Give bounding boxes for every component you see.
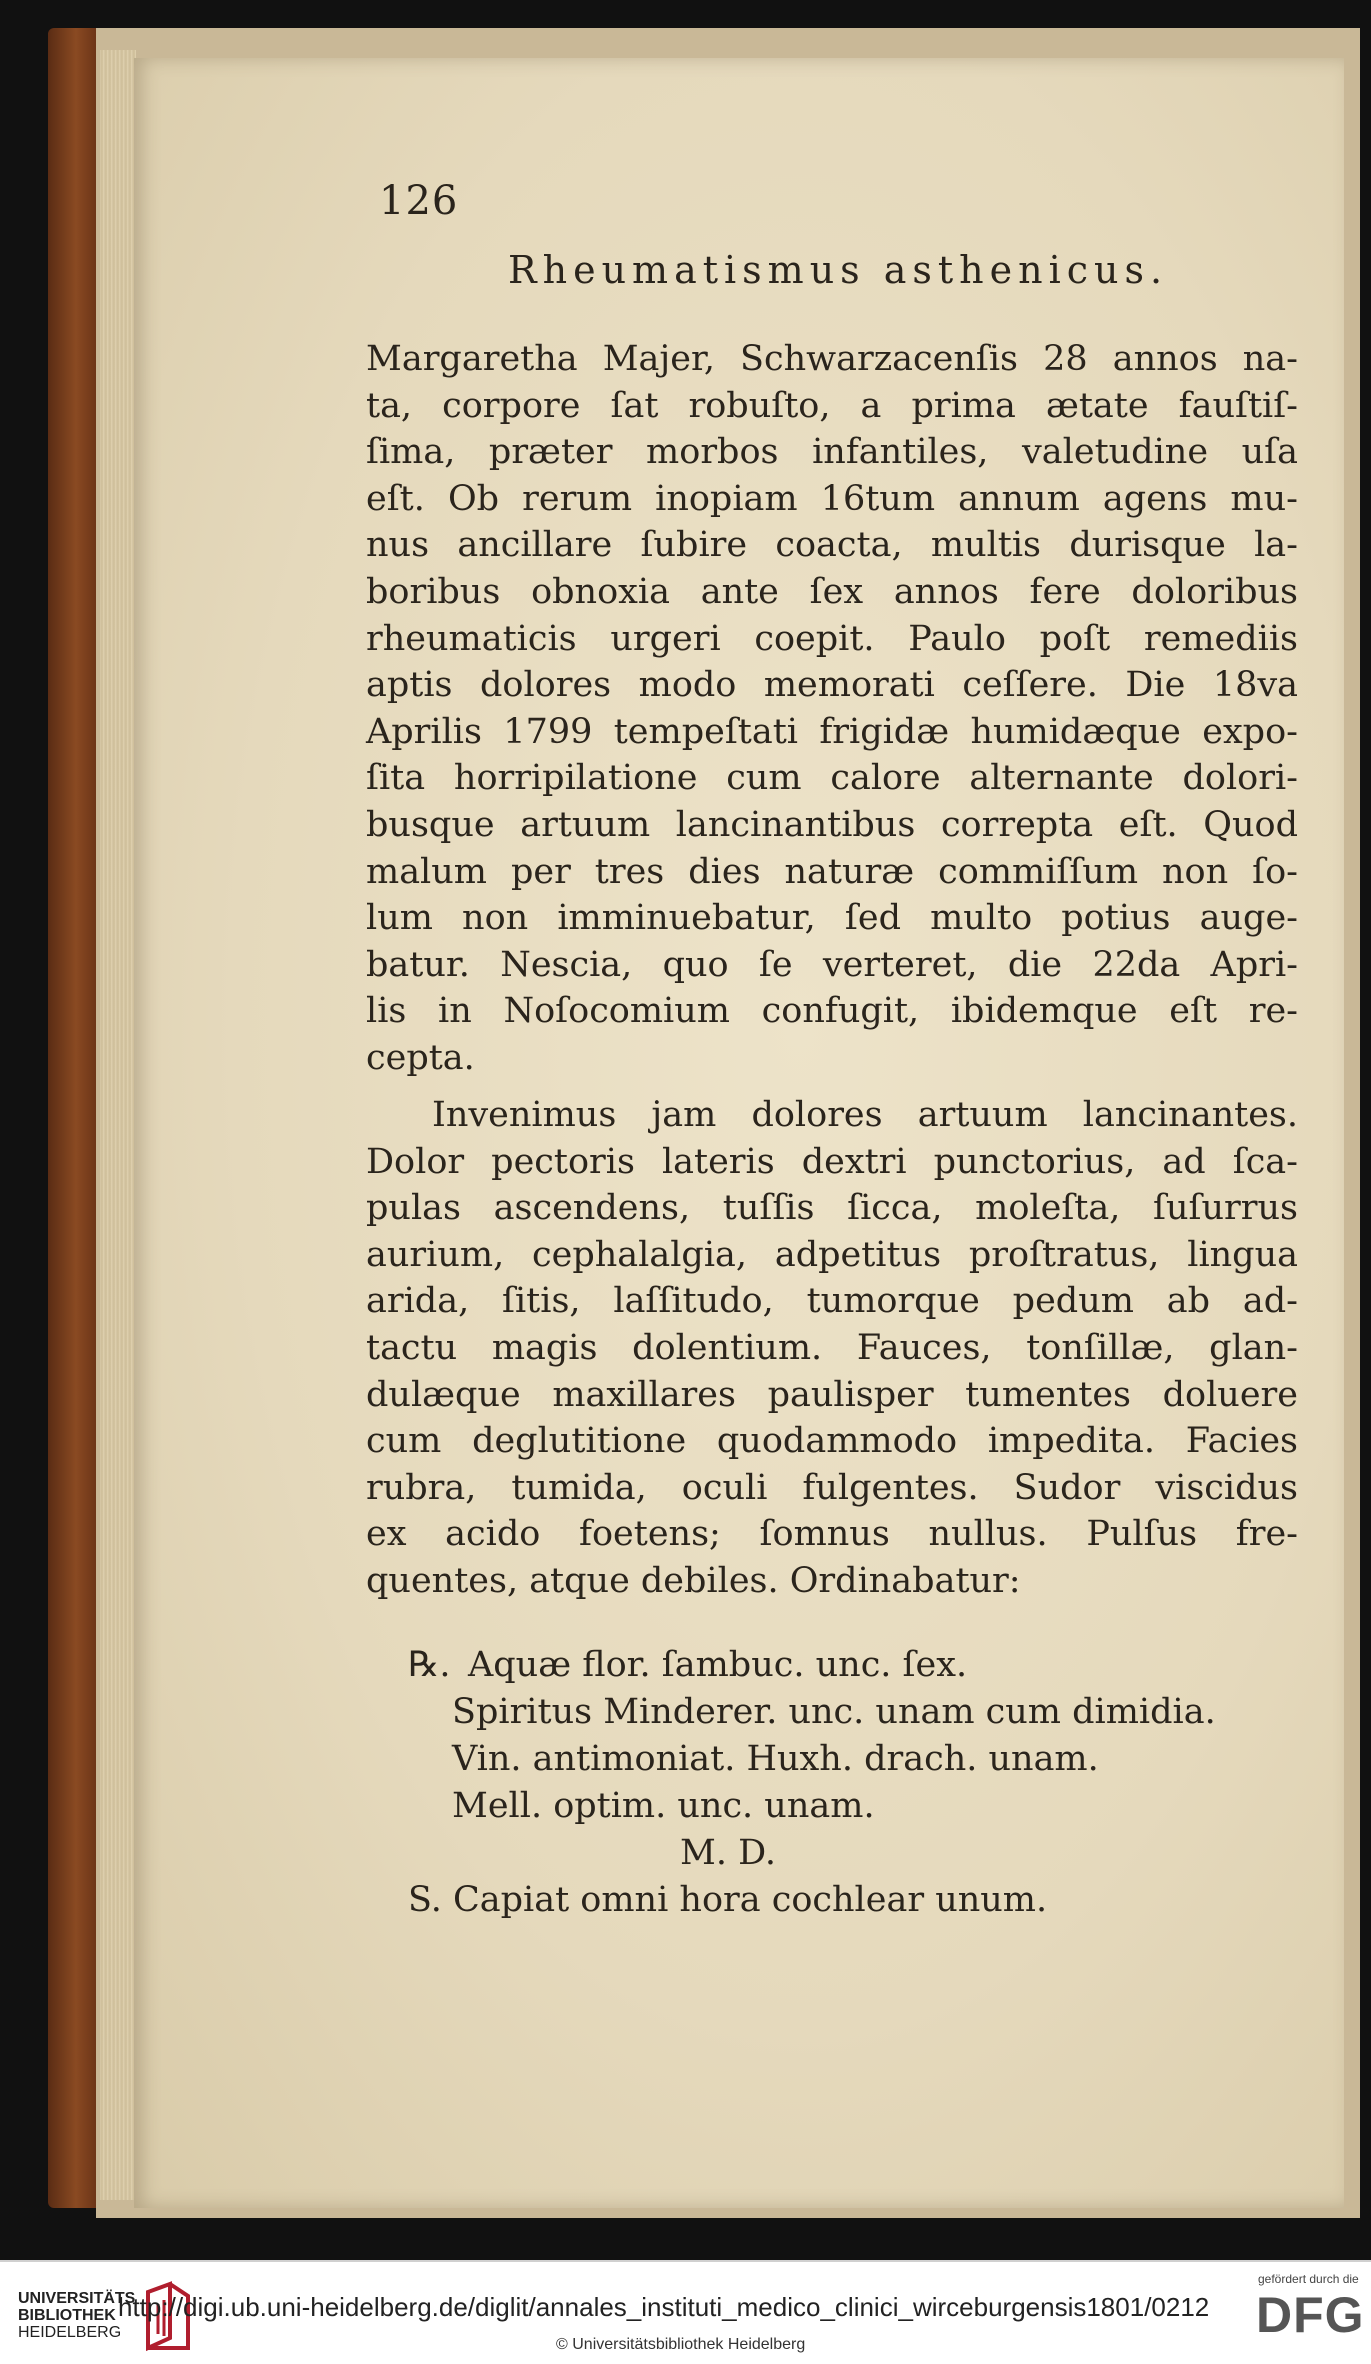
prescription-line: Aquæ flor. ſambuc. unc. ſex. — [468, 1645, 968, 1685]
text-line: ex acido foetens; ſomnus nullus. Pulſus fre- — [366, 1514, 1298, 1555]
chapter-heading: Rheumatismus asthenicus. — [508, 248, 1169, 292]
prescription-md: M. D. — [680, 1833, 777, 1873]
prescription-signa: S. Capiat omni hora cochlear unum. — [408, 1880, 1048, 1920]
text-line: cepta. — [366, 1038, 475, 1078]
text-line: cum deglutitione quodammodo impedita. Facies — [366, 1421, 1298, 1462]
prescription-line: Mell. optim. unc. unam. — [452, 1786, 875, 1826]
page-edges — [100, 50, 136, 2200]
text-line: rubra, tumida, oculi fulgentes. Sudor viscidus — [366, 1467, 1298, 1508]
prescription-line: Vin. antimoniat. Huxh. drach. unam. — [452, 1739, 1099, 1779]
text-line: lum non imminuebatur, ſed multo potius auge- — [366, 898, 1298, 939]
text-line: boribus obnoxia ante ſex annos fere doloribus — [366, 572, 1298, 612]
text-line: batur. Nescia, quo ſe verteret, die 22da Apri- — [366, 944, 1298, 985]
text-line: Aprilis 1799 tempeſtati frigidæ humidæque expo- — [366, 711, 1298, 752]
text-line: ta, corpore ſat robuſto, a prima ætate fauſtiſ- — [366, 385, 1298, 426]
text-line: pulas ascendens, tuſſis ſicca, moleſta, ſuſurrus — [366, 1188, 1298, 1229]
library-name-line: UNIVERSITÄTS — [18, 2290, 136, 2307]
text-line: busque artuum lancinantibus correpta eſt. Quod — [366, 805, 1298, 845]
text-line: nus ancillare ſubire coacta, multis durisque la- — [366, 525, 1298, 566]
text-line: arida, ſitis, laſſitudo, tumorque pedum ab ad- — [366, 1281, 1298, 1322]
text-line: Margaretha Majer, Schwarzacenſis 28 annos na- — [366, 339, 1298, 379]
text-line: quentes, atque debiles. Ordinabatur: — [366, 1561, 1021, 1601]
page-number: 126 — [379, 178, 459, 224]
library-name-line: BIBLIOTHEK — [18, 2307, 116, 2324]
rx-symbol: ℞. — [408, 1645, 451, 1685]
text-line: dulæque maxillares paulisper tumentes doluere — [366, 1374, 1298, 1415]
dfg-logo: DFG — [1256, 2287, 1365, 2343]
viewer-footer — [0, 2260, 1371, 2364]
text-line: tactu magis dolentium. Fauces, tonſillæ, glan- — [366, 1328, 1298, 1368]
library-name-line: HEIDELBERG — [18, 2324, 122, 2341]
text-line: rheumaticis urgeri coepit. Paulo poſt remediis — [366, 618, 1298, 659]
text-line: lis in Noſocomium confugit, ibidemque eſt re- — [366, 991, 1298, 1032]
text-line: malum per tres dies naturæ commiſſum non ſo- — [366, 851, 1298, 892]
text-line: ſita horripilatione cum calore alternante dolori- — [366, 758, 1298, 799]
text-line: ſima, præter morbos infantiles, valetudine uſa — [366, 432, 1298, 473]
text-line: aurium, cephalalgia, adpetitus proſtratus, lingua — [366, 1234, 1298, 1275]
library-name — [18, 2290, 136, 2341]
prescription-line: Spiritus Minderer. unc. unam cum dimidia. — [452, 1692, 1216, 1732]
text-line: Invenimus jam dolores artuum lancinantes. — [432, 1095, 1298, 1135]
permalink-url[interactable]: http://digi.ub.uni-heidelberg.de/diglit/annales_instituti_medico_clinici_wirceburgensis1801/0212 — [118, 2292, 1210, 2322]
text-line: aptis dolores modo memorati ceſſere. Die 18va — [366, 665, 1298, 706]
text-line: eſt. Ob rerum inopiam 16tum annum agens mu- — [366, 478, 1298, 519]
footer-divider — [0, 2260, 1371, 2262]
text-line: Dolor pectoris lateris dextri punctorius, ad ſca- — [366, 1141, 1298, 1182]
copyright-notice: © Universitätsbibliothek Heidelberg — [556, 2336, 806, 2353]
funded-by-label: gefördert durch die — [1258, 2272, 1359, 2286]
